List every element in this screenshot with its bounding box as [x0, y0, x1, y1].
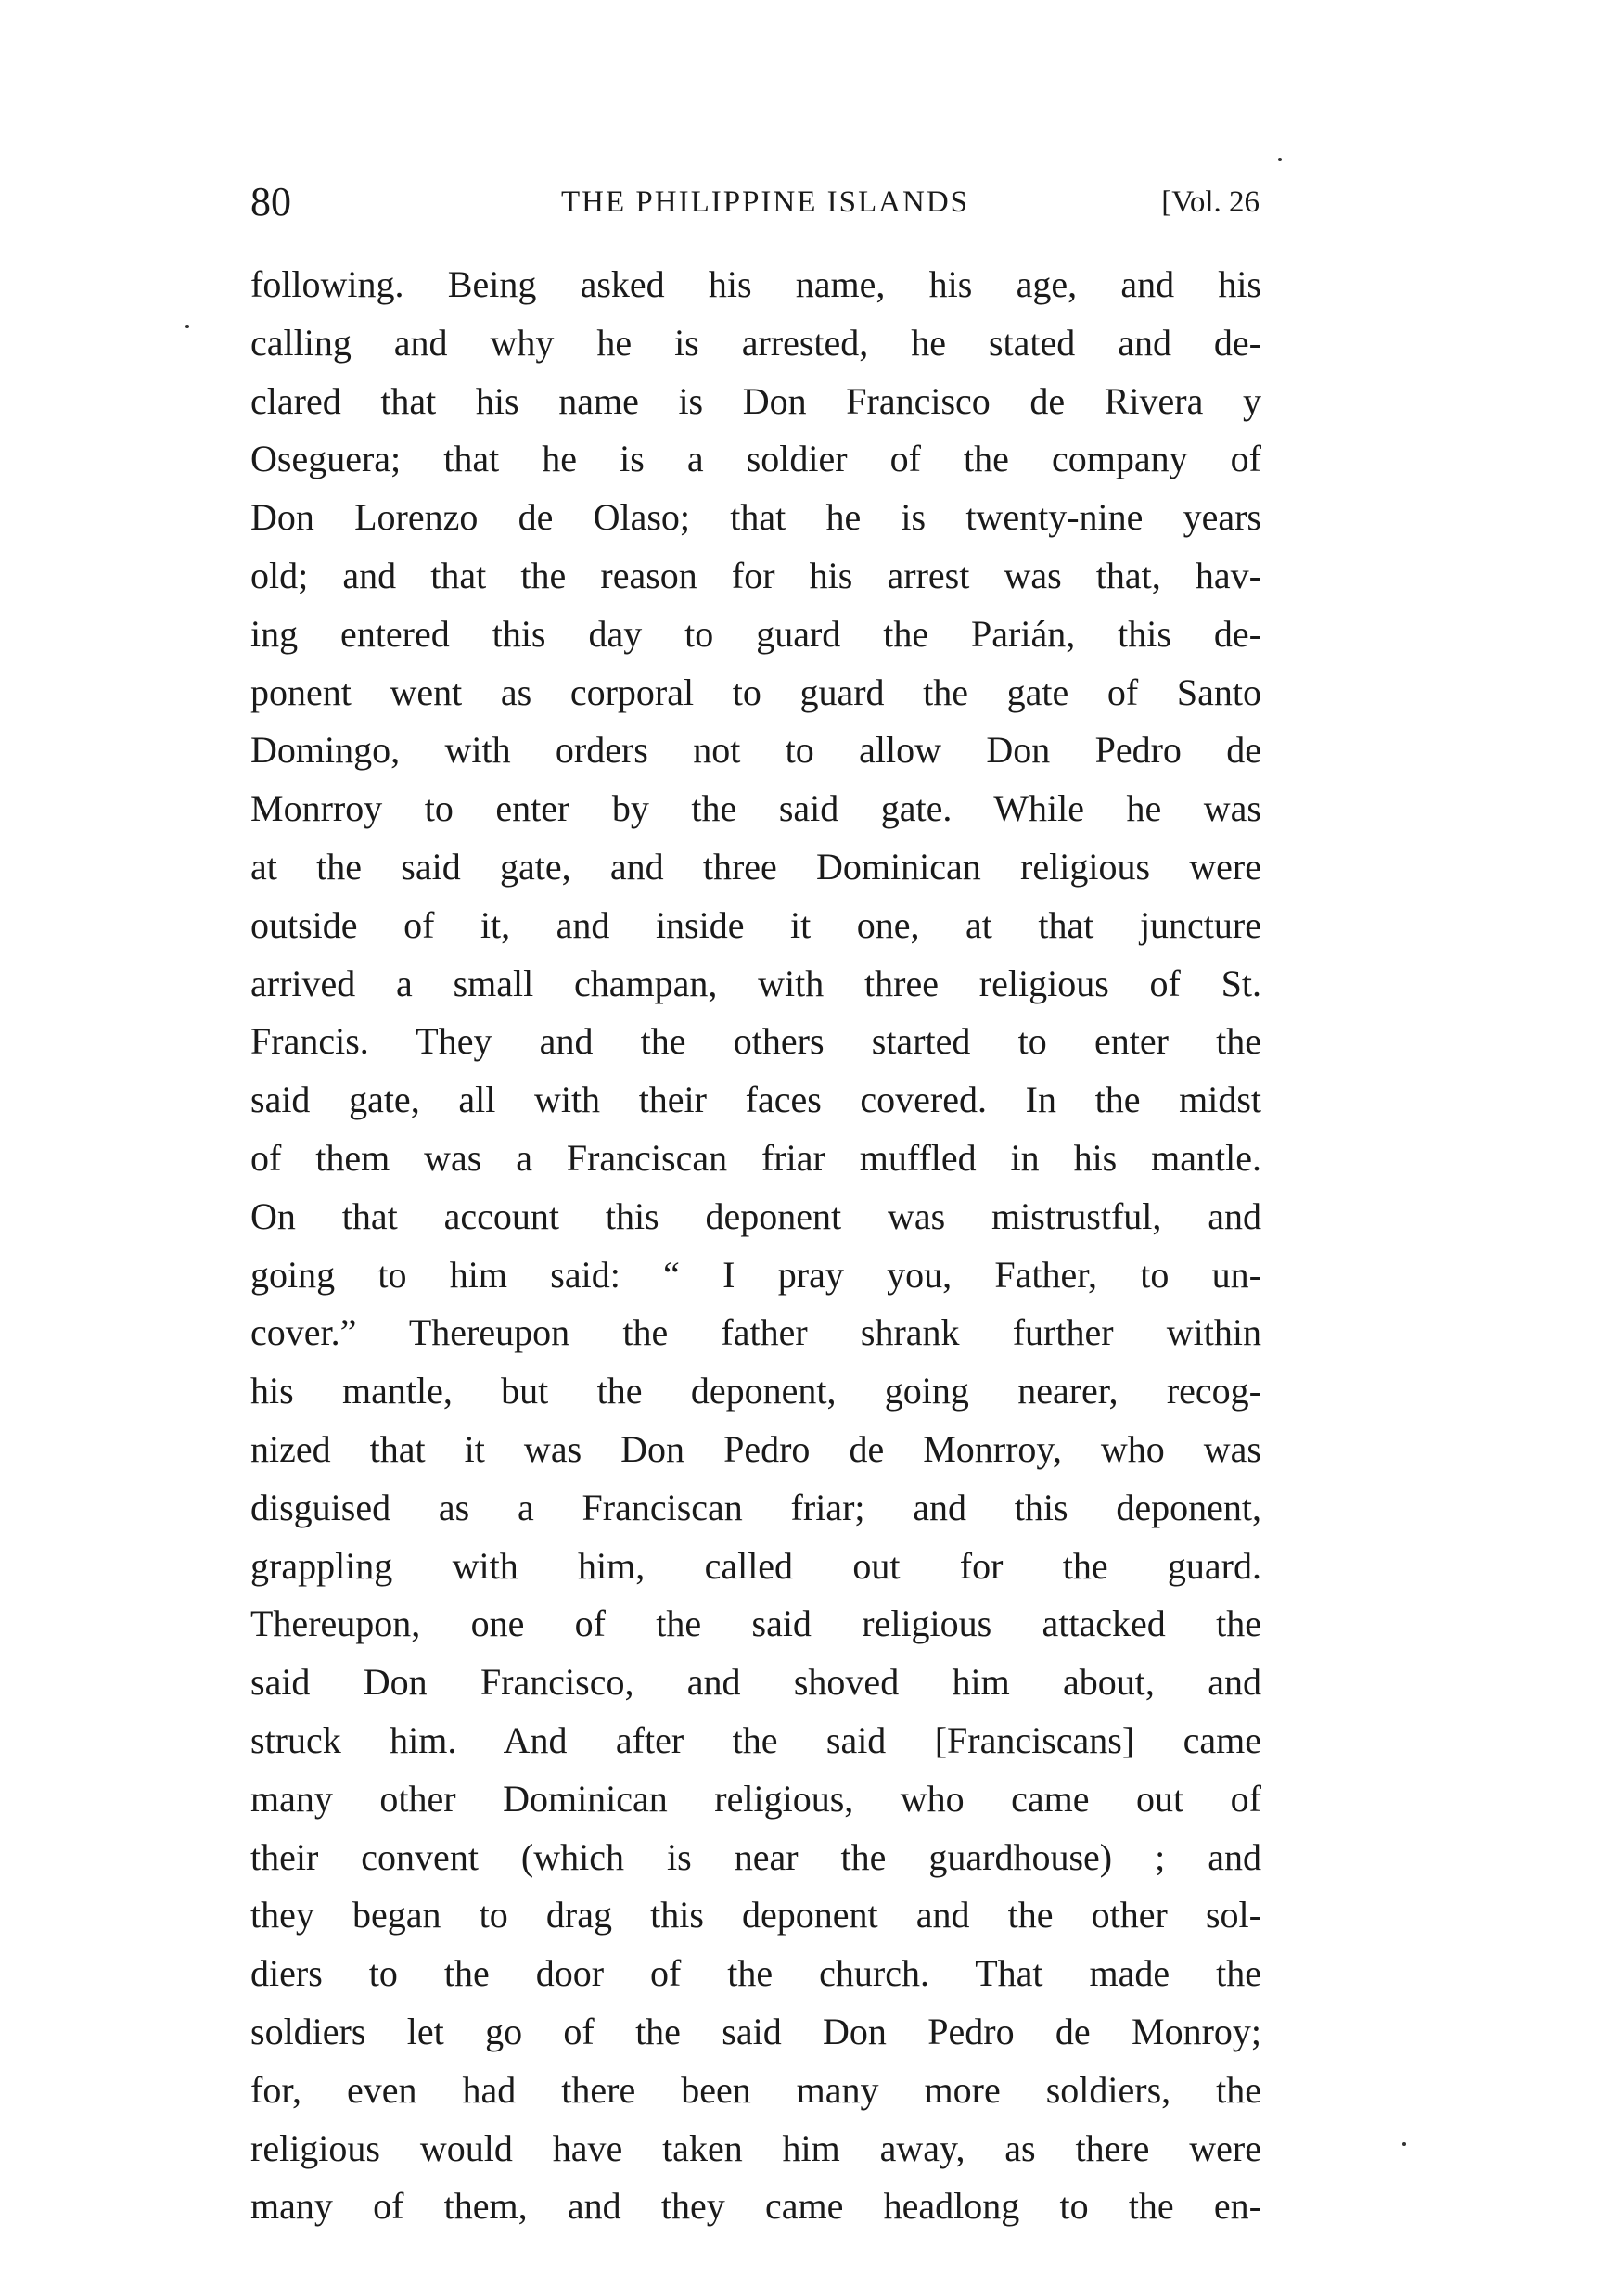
text-line: grappling with him, called out for the guard.	[250, 1544, 1261, 1587]
text-line: old; and that the reason for his arrest was that, hav-	[250, 554, 1261, 596]
text-line: calling and why he is arrested, he stated and de-	[250, 321, 1261, 364]
text-line: diers to the door of the church. That made the	[250, 1952, 1261, 1995]
text-line: ponent went as corporal to guard the gate of Santo	[250, 671, 1261, 713]
text-line: cover.” Thereupon the father shrank further within	[250, 1311, 1261, 1354]
text-line: struck him. And after the said [Franciscans] came	[250, 1718, 1261, 1761]
text-line: following. Being asked his name, his age, and his	[250, 263, 1261, 305]
body-text	[250, 256, 1261, 2236]
text-line: On that account this deponent was mistrustful, and	[250, 1195, 1261, 1237]
page-number: 80	[250, 179, 291, 224]
text-line: Oseguera; that he is a soldier of the company of	[250, 438, 1261, 480]
scan-speck	[185, 325, 189, 328]
text-line: ing entered this day to guard the Parián, this de-	[250, 612, 1261, 655]
text-line: clared that his name is Don Francisco de Rivera y	[250, 379, 1261, 422]
text-line: they began to drag this deponent and the other sol-	[250, 1894, 1261, 1936]
text-line: many other Dominican religious, who came out of	[250, 1777, 1261, 1820]
text-line: Thereupon, one of the said religious attacked the	[250, 1603, 1261, 1645]
volume-label: [Vol. 26	[1161, 185, 1260, 219]
text-line: soldiers let go of the said Don Pedro de Monroy;	[250, 2010, 1261, 2052]
scan-speck	[1278, 158, 1282, 161]
running-header	[250, 174, 1280, 230]
text-line: Don Lorenzo de Olaso; that he is twenty-nine years	[250, 496, 1261, 539]
text-line: arrived a small champan, with three religious of St.	[250, 962, 1261, 1004]
text-line: for, even had there been many more soldiers, the	[250, 2068, 1261, 2111]
text-line: at the said gate, and three Dominican religious were	[250, 845, 1261, 888]
text-line: nized that it was Don Pedro de Monrroy, who was	[250, 1427, 1261, 1470]
text-line: religious would have taken him away, as there were	[250, 2127, 1261, 2169]
text-line: of them was a Franciscan friar muffled in his mantle.	[250, 1136, 1261, 1179]
text-line: their convent (which is near the guardhouse) ; and	[250, 1835, 1261, 1878]
text-line: disguised as a Franciscan friar; and this deponent,	[250, 1486, 1261, 1528]
text-line: going to him said: “ I pray you, Father, to un-	[250, 1253, 1261, 1296]
scan-speck	[1402, 2142, 1406, 2146]
text-line: Monrroy to enter by the said gate. While he was	[250, 787, 1261, 830]
text-line: said Don Francisco, and shoved him about, and	[250, 1661, 1261, 1704]
text-line: Francis. They and the others started to enter the	[250, 1020, 1261, 1063]
text-line: his mantle, but the deponent, going nearer, recog-	[250, 1370, 1261, 1412]
text-line: Domingo, with orders not to allow Don Pedro de	[250, 729, 1261, 772]
text-line: outside of it, and inside it one, at that juncture	[250, 903, 1261, 946]
text-line: many of them, and they came headlong to the en-	[250, 2185, 1261, 2228]
text-line: said gate, all with their faces covered. In the midst	[250, 1079, 1261, 1121]
running-title: THE PHILIPPINE ISLANDS	[561, 185, 969, 219]
